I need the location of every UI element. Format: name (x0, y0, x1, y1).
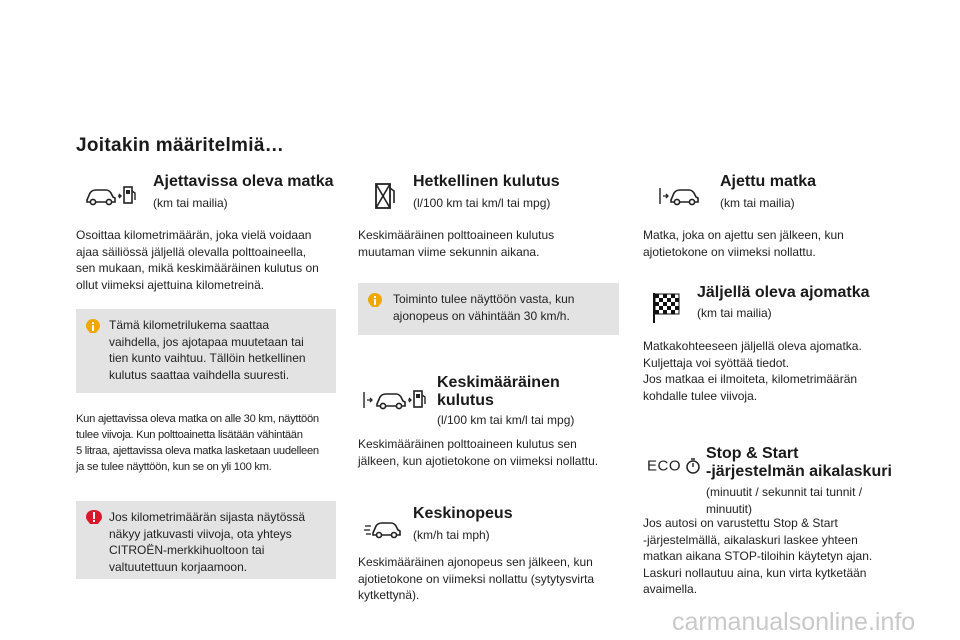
eco-timer-icon: ECO (647, 457, 701, 475)
section-heading-range: Ajettavissa oleva matka (153, 173, 334, 190)
section-heading-instant: Hetkellinen kulutus (413, 173, 560, 190)
section-body-speed: Keskimääräinen ajonopeus sen jälkeen, kun ajotietokone on viimeksi nollattu (sytytysvirta kytkettynä). (358, 555, 595, 602)
section-body-remaining: Matkakohteeseen jäljellä oleva ajomatka. Kuljettaja voi syöttää tiedot. Jos matkaa ei ilmoiteta, kilometrimäärän kohdalle tulee viivoja. (643, 339, 862, 403)
info-note-instant: Toiminto tulee näyttöön vasta, kun ajonopeus on vähintään 30 km/h. (358, 283, 619, 335)
section-body-range: Osoittaa kilometrimäärän, joka vielä voidaan ajaa säiliössä jäljellä olevalla polttoaineella, sen mukaan, mikä keskimääräinen kulutus on ollut viimeksi ajettuina kilometreinä. (76, 228, 319, 292)
info-note-range: Tämä kilometrilukema saattaa vaihdella, jos ajotapaa muutetaan tai tien kunto vaihtuu. Tällöin hetkellinen kulutus saattaa vaihdella suuresti. (76, 309, 336, 393)
section-heading-average: Keskimääräinen kulutus (437, 374, 560, 409)
fuel-pump-crossed-icon (372, 181, 398, 211)
checkered-flag-icon (652, 292, 680, 324)
section-unit-distance: (km tai mailia) (720, 196, 795, 210)
page-title: Joitakin määritelmiä… (76, 135, 284, 156)
warning-note-range: Jos kilometrimäärän sijasta näytössä näkyy jatkuvasti viivoja, ota yhteys CITROËN-merkkihuoltoon tai valtuutettuun korjaamoon. (76, 501, 336, 579)
section-unit-stopstart: (minuutit / sekunnit tai tunnit / minuutit) (706, 485, 863, 516)
watermark: carmanualsonline.info (672, 608, 916, 636)
section-body-average: Keskimääräinen polttoaineen kulutus sen jälkeen, kun ajotietokone on viimeksi nollattu. (358, 437, 599, 468)
info-icon (85, 318, 101, 340)
section-heading-stopstart: Stop & Start -järjestelmän aikalaskuri (706, 445, 892, 480)
section-heading-speed: Keskinopeus (413, 505, 513, 522)
section-unit-speed: (km/h tai mph) (413, 528, 490, 542)
section-unit-instant: (l/100 km tai km/l tai mpg) (413, 196, 551, 210)
car-average-fuel-icon (360, 387, 430, 413)
car-to-fuel-pump-icon (84, 183, 138, 209)
car-distance-icon (657, 183, 701, 209)
car-speed-icon (364, 517, 402, 541)
section-heading-remaining: Jäljellä oleva ajomatka (697, 284, 870, 301)
section-body-stopstart: Jos autosi on varustettu Stop & Start -järjestelmällä, aikalaskuri laskee yhteen matkan aikana STOP-tiloihin käytetyn ajan. Laskuri nollautuu aina, kun virta kytketään avaimella. (643, 516, 873, 596)
section-heading-distance: Ajettu matka (720, 173, 817, 190)
section-unit-range: (km tai mailia) (153, 196, 228, 210)
section-body-distance: Matka, joka on ajettu sen jälkeen, kun ajotietokone on viimeksi nollattu. (643, 228, 844, 259)
section-unit-average: (l/100 km tai km/l tai mpg) (437, 413, 575, 427)
section-unit-remaining: (km tai mailia) (697, 306, 772, 320)
range-small-text: Kun ajettavissa oleva matka on alle 30 km, näyttöön tulee viivoja. Kun polttoainetta lisätään vähintään 5 litraa, ajettavissa oleva matka lasketaan uudelleen ja se tulee näyttöön, kun se on yli 100 km. (76, 413, 319, 473)
warning-exclamation-icon (85, 509, 103, 531)
section-body-instant: Keskimääräinen polttoaineen kulutus muutaman viime sekunnin aikana. (358, 228, 555, 259)
info-icon (367, 292, 383, 314)
